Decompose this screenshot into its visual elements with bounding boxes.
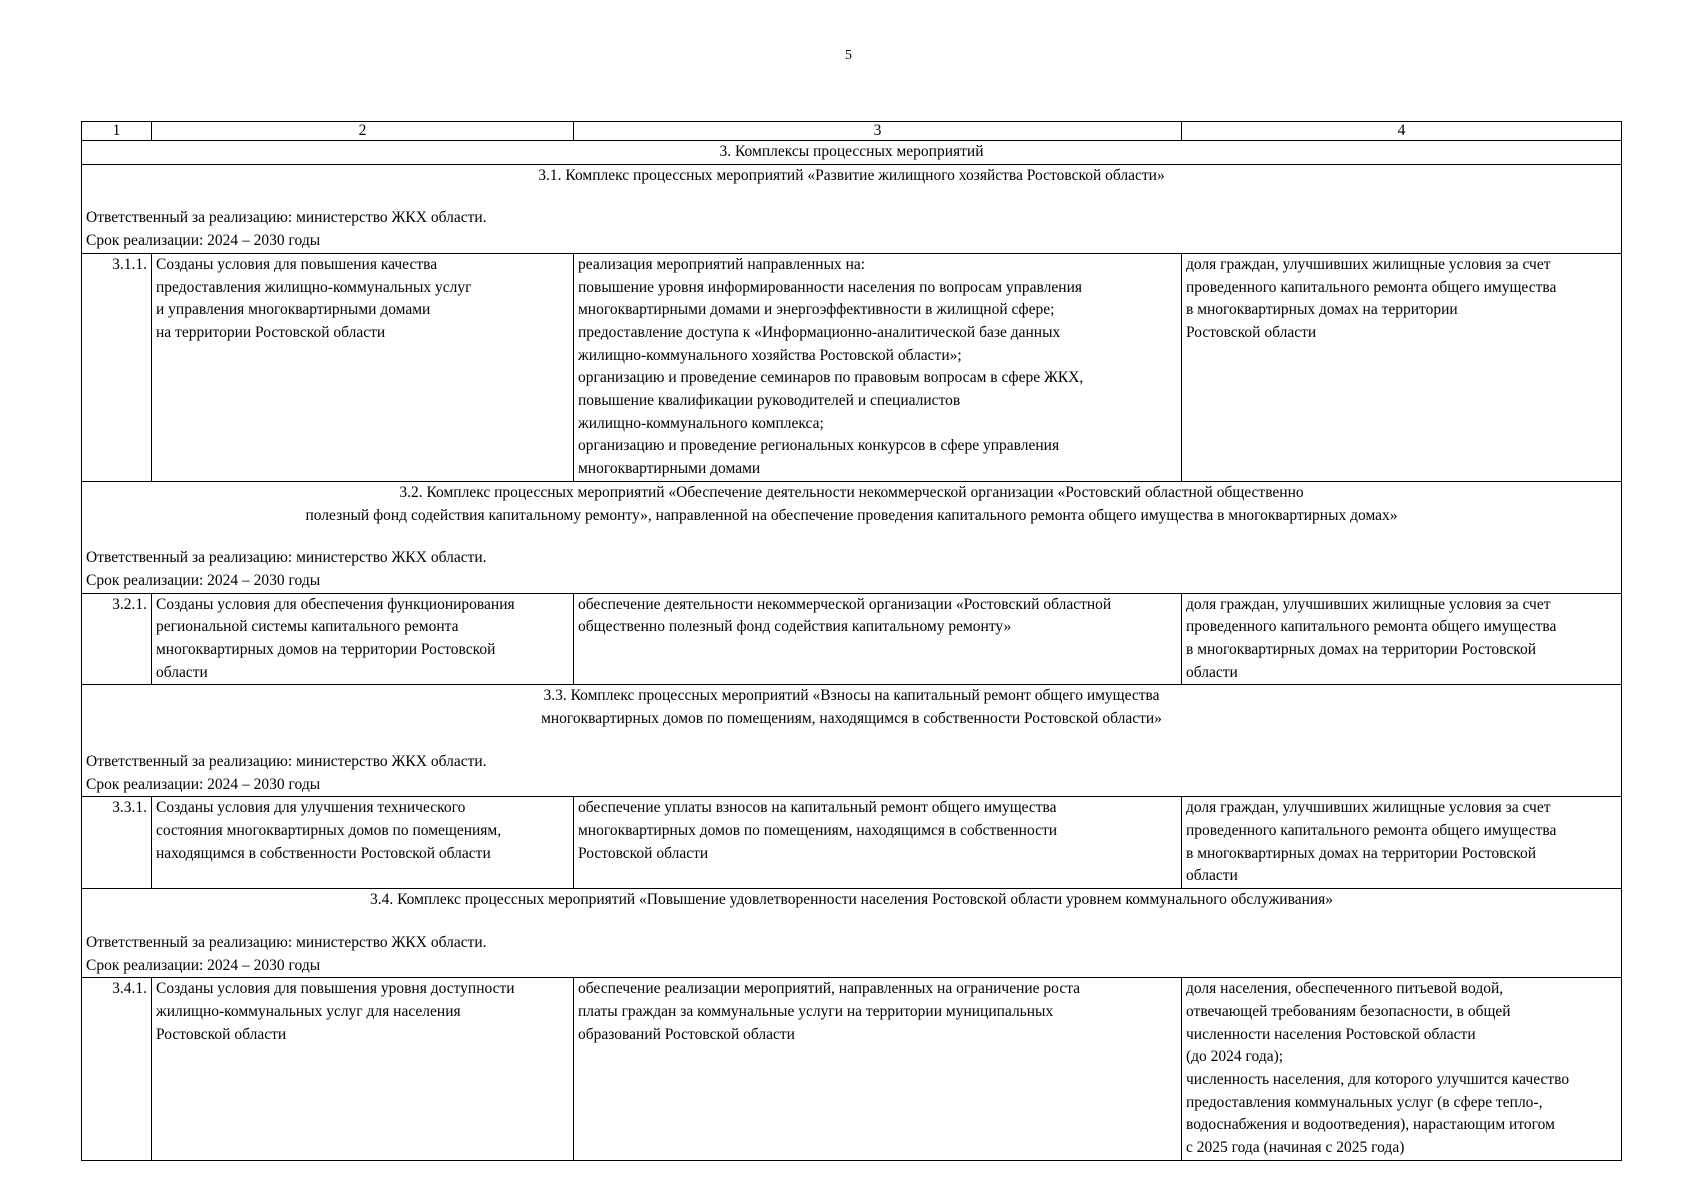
indicator-cell	[1182, 593, 1622, 685]
complex-title-line: 3.1. Комплекс процессных мероприятий «Развитие жилищного хозяйства Ростовской области»	[538, 166, 1165, 184]
task-cell	[152, 797, 574, 889]
table-row	[82, 593, 1622, 685]
complex-title	[86, 482, 1617, 527]
task-cell	[152, 253, 574, 481]
item-number: 3.2.1.	[82, 593, 152, 685]
column-number: 1	[82, 122, 152, 141]
task-line: Созданы условия для повышения уровня доступности	[156, 980, 515, 998]
responsible-text: Ответственный за реализацию: министерство ЖКХ области.	[86, 933, 487, 951]
indicator-line: водоснабжения и водоотведения), нарастающим итогом	[1186, 1116, 1555, 1134]
spacer	[86, 527, 1617, 547]
description-line: повышение уровня информированности населения по вопросам управления	[578, 278, 1082, 296]
complex-header	[82, 889, 1622, 978]
indicator-cell	[1182, 797, 1622, 889]
responsible-text: Ответственный за реализацию: министерство ЖКХ области.	[86, 209, 487, 227]
indicator-line: проведенного капитального ремонта общего имущества	[1186, 278, 1557, 296]
responsible-text: Ответственный за реализацию: министерство ЖКХ области.	[86, 549, 487, 567]
column-number: 3	[574, 122, 1182, 141]
description-line: организацию и проведение семинаров по правовым вопросам в сфере ЖКХ,	[578, 369, 1084, 387]
complex-header-row	[82, 481, 1622, 593]
indicator-line: численности населения Ростовской области	[1186, 1025, 1476, 1043]
description-line: жилищно-коммунального комплекса;	[578, 414, 824, 432]
column-number: 2	[152, 122, 574, 141]
task-line: многоквартирных домов на территории Ростовской	[156, 641, 496, 659]
description-line: многоквартирными домами	[578, 460, 761, 478]
item-number: 3.1.1.	[82, 253, 152, 481]
description-line: обеспечение реализации мероприятий, направленных на ограничение роста	[578, 980, 1081, 998]
task-line: жилищно-коммунальных услуг для населения	[156, 1002, 461, 1020]
description-cell	[574, 253, 1182, 481]
description-line: обеспечение уплаты взносов на капитальный ремонт общего имущества	[578, 799, 1057, 817]
complex-header-row	[82, 164, 1622, 253]
complex-header	[82, 685, 1622, 797]
table-row	[82, 797, 1622, 889]
task-line: состояния многоквартирных домов по помещениям,	[156, 821, 502, 839]
indicator-line: с 2025 года (начиная с 2025 года)	[1186, 1139, 1405, 1157]
responsible-text: Ответственный за реализацию: министерство ЖКХ области.	[86, 752, 487, 770]
description-line: предоставление доступа к «Информационно-аналитической базе данных	[578, 323, 1061, 341]
column-number: 4	[1182, 122, 1622, 141]
complex-title-line: 3.4. Комплекс процессных мероприятий «Повышение удовлетворенности населения Ростовской области уровнем коммунального обслуживания»	[369, 891, 1334, 909]
spacer	[86, 187, 1617, 207]
task-line: и управления многоквартирными домами	[156, 301, 431, 319]
indicator-line: в многоквартирных домах на территории	[1186, 301, 1458, 319]
indicator-line: области	[1186, 867, 1238, 885]
spacer	[86, 731, 1617, 751]
complex-title-line: 3.2. Комплекс процессных мероприятий «Обеспечение деятельности некоммерческой организации «Ростовский областной общественно	[399, 483, 1304, 501]
complex-title-line: 3.3. Комплекс процессных мероприятий «Взносы на капитальный ремонт общего имущества	[543, 687, 1160, 705]
indicator-line: (до 2024 года);	[1186, 1048, 1284, 1066]
period-text: Срок реализации: 2024 – 2030 годы	[86, 232, 321, 250]
spacer	[86, 912, 1617, 932]
description-line: многоквартирных домов по помещениям, находящимся в собственности	[578, 821, 1058, 839]
indicator-line: доля граждан, улучшивших жилищные условия за счет	[1186, 595, 1551, 613]
description-cell	[574, 797, 1182, 889]
table-row	[82, 253, 1622, 481]
indicator-line: в многоквартирных домах на территории Ростовской	[1186, 641, 1537, 659]
description-line: многоквартирными домами и энергоэффективности в жилищной сфере;	[578, 301, 1055, 319]
table-row	[82, 978, 1622, 1161]
task-line: Созданы условия для улучшения технического	[156, 799, 466, 817]
complex-header-row	[82, 889, 1622, 978]
period-text: Срок реализации: 2024 – 2030 годы	[86, 571, 321, 589]
complex-title	[86, 165, 1617, 188]
indicator-line: проведенного капитального ремонта общего имущества	[1186, 618, 1557, 636]
description-line: повышение квалификации руководителей и специалистов	[578, 392, 961, 410]
indicator-line: доля граждан, улучшивших жилищные условия за счет	[1186, 255, 1551, 273]
task-line: Созданы условия для повышения качества	[156, 255, 438, 273]
indicator-line: в многоквартирных домах на территории Ростовской	[1186, 844, 1537, 862]
description-line: общественно полезный фонд содействия капитальному ремонту»	[578, 618, 1012, 636]
description-line: реализация мероприятий направленных на:	[578, 255, 866, 273]
indicator-line: доля граждан, улучшивших жилищные условия за счет	[1186, 799, 1551, 817]
indicator-line: Ростовской области	[1186, 323, 1317, 341]
indicator-line: отвечающей требованиям безопасности, в общей	[1186, 1002, 1511, 1020]
task-cell	[152, 978, 574, 1161]
indicator-line: доля населения, обеспеченного питьевой водой,	[1186, 980, 1504, 998]
section-title: 3. Комплексы процессных мероприятий	[82, 141, 1622, 165]
task-cell	[152, 593, 574, 685]
task-line: на территории Ростовской области	[156, 323, 386, 341]
period-text: Срок реализации: 2024 – 2030 годы	[86, 956, 321, 974]
task-line: области	[156, 663, 208, 681]
description-line: обеспечение деятельности некоммерческой организации «Ростовский областной	[578, 595, 1112, 613]
description-line: Ростовской области	[578, 844, 709, 862]
task-line: Созданы условия для обеспечения функционирования	[156, 595, 515, 613]
complex-header-row	[82, 685, 1622, 797]
complex-title-line: многоквартирных домов по помещениям, находящимся в собственности Ростовской области»	[541, 710, 1162, 728]
complex-title	[86, 685, 1617, 730]
process-activities-table	[81, 121, 1622, 1161]
description-line: жилищно-коммунального хозяйства Ростовской области»;	[578, 346, 962, 364]
item-number: 3.4.1.	[82, 978, 152, 1161]
item-number: 3.3.1.	[82, 797, 152, 889]
complex-title	[86, 889, 1617, 912]
task-line: Ростовской области	[156, 1025, 287, 1043]
task-line: предоставления жилищно-коммунальных услуг	[156, 278, 472, 296]
complex-title-line: полезный фонд содействия капитальному ремонту», направленной на обеспечение проведения капитального ремонта общего имущества в многоквартирных домах»	[305, 506, 1398, 524]
indicator-cell	[1182, 253, 1622, 481]
description-line: образований Ростовской области	[578, 1025, 795, 1043]
period-text: Срок реализации: 2024 – 2030 годы	[86, 775, 321, 793]
complex-header	[82, 481, 1622, 593]
task-line: находящимся в собственности Ростовской области	[156, 844, 491, 862]
indicator-line: численность населения, для которого улучшится качество	[1186, 1071, 1570, 1089]
column-number-row	[82, 122, 1622, 141]
complex-header	[82, 164, 1622, 253]
indicator-line: предоставления коммунальных услуг (в сфере тепло-,	[1186, 1093, 1543, 1111]
description-cell	[574, 978, 1182, 1161]
indicator-cell	[1182, 978, 1622, 1161]
indicator-line: проведенного капитального ремонта общего имущества	[1186, 821, 1557, 839]
indicator-line: области	[1186, 663, 1238, 681]
section-title-row	[82, 141, 1622, 165]
description-cell	[574, 593, 1182, 685]
description-line: платы граждан за коммунальные услуги на территории муниципальных	[578, 1002, 1054, 1020]
page-number: 5	[845, 48, 852, 63]
description-line: организацию и проведение региональных конкурсов в сфере управления	[578, 437, 1060, 455]
task-line: региональной системы капитального ремонта	[156, 618, 459, 636]
